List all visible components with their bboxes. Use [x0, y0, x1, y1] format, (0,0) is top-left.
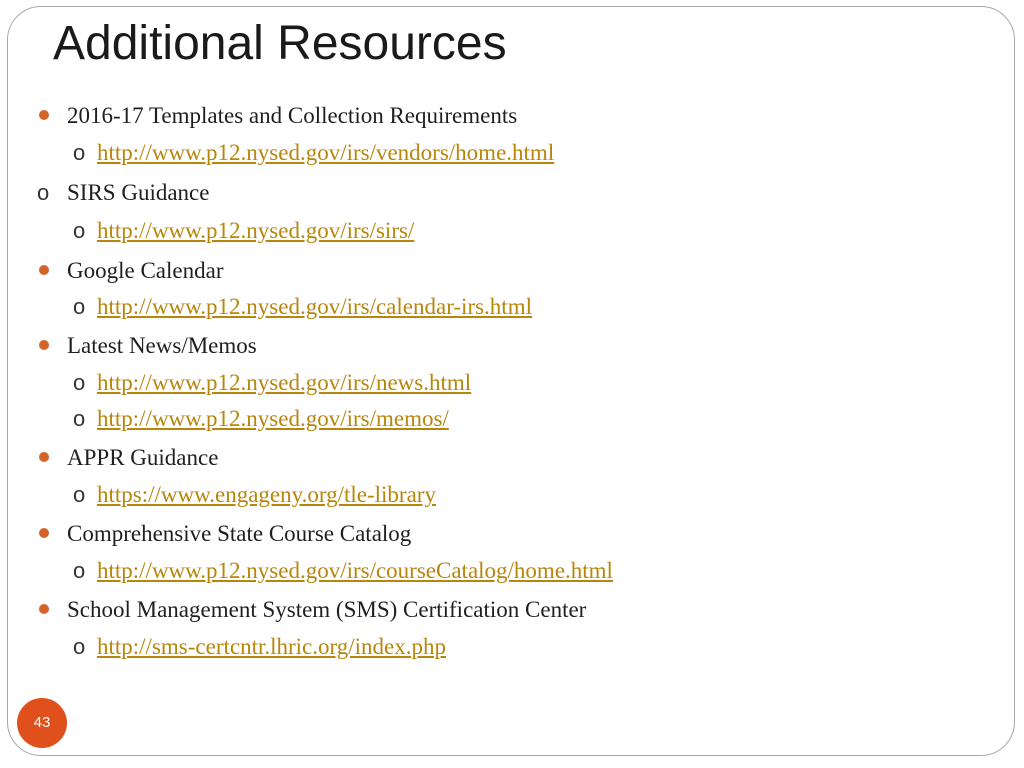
bullet-circle-icon: o: [73, 294, 86, 319]
resource-link-item: [8, 632, 1014, 662]
resource-link-item: [8, 368, 1014, 398]
resource-heading-item: [8, 443, 1014, 473]
bullet-dot-icon: [39, 110, 49, 120]
bullet-dot-icon: [39, 452, 49, 462]
resource-heading-item: [8, 256, 1014, 286]
resource-heading-item: [8, 331, 1014, 361]
bullet-circle-icon: o: [73, 370, 86, 395]
resource-link-item: [8, 480, 1014, 510]
bullet-circle-icon: o: [73, 218, 86, 243]
bullet-circle-icon: o: [73, 558, 86, 583]
bullet-circle-icon: o: [73, 406, 86, 431]
resource-heading-item: [8, 595, 1014, 625]
resource-heading: Latest News/Memos: [67, 333, 257, 358]
bullet-dot-icon: [39, 528, 49, 538]
bullet-circle-icon: o: [73, 634, 86, 659]
resource-heading: 2016-17 Templates and Collection Requirements: [67, 103, 518, 128]
resource-link[interactable]: http://www.p12.nysed.gov/irs/sirs/: [97, 218, 415, 243]
resource-link[interactable]: http://www.p12.nysed.gov/irs/courseCatalog/home.html: [97, 558, 613, 583]
slide-title: Additional Resources: [53, 17, 507, 70]
resource-list: [8, 7, 1014, 755]
slide: [7, 6, 1015, 756]
bullet-dot-icon: [39, 340, 49, 350]
resource-link-item: [8, 292, 1014, 322]
bullet-dot-icon: [39, 604, 49, 614]
resource-heading-item: [8, 101, 1014, 131]
resource-heading: APPR Guidance: [67, 445, 219, 470]
resource-heading: Comprehensive State Course Catalog: [67, 521, 412, 546]
resource-link[interactable]: http://sms-certcntr.lhric.org/index.php: [97, 634, 446, 659]
resource-link[interactable]: https://www.engageny.org/tle-library: [97, 482, 436, 507]
resource-link[interactable]: http://www.p12.nysed.gov/irs/memos/: [97, 406, 449, 431]
resource-link-item: [8, 216, 1014, 246]
page-number-badge: 43: [17, 698, 67, 748]
resource-link-item: [8, 138, 1014, 168]
bullet-circle-icon: o: [37, 180, 50, 205]
resource-link[interactable]: http://www.p12.nysed.gov/irs/news.html: [97, 370, 472, 395]
resource-heading: SIRS Guidance: [67, 180, 210, 205]
resource-link-item: [8, 404, 1014, 434]
bullet-dot-icon: [39, 265, 49, 275]
resource-link[interactable]: http://www.p12.nysed.gov/irs/vendors/home.html: [97, 140, 555, 165]
resource-heading: Google Calendar: [67, 258, 224, 283]
bullet-circle-icon: o: [73, 140, 86, 165]
resource-heading: School Management System (SMS) Certification Center: [67, 597, 587, 622]
resource-link[interactable]: http://www.p12.nysed.gov/irs/calendar-irs.html: [97, 294, 532, 319]
resource-heading-item: [8, 519, 1014, 549]
bullet-circle-icon: o: [73, 482, 86, 507]
resource-heading-item: [8, 178, 1014, 208]
resource-link-item: [8, 556, 1014, 586]
